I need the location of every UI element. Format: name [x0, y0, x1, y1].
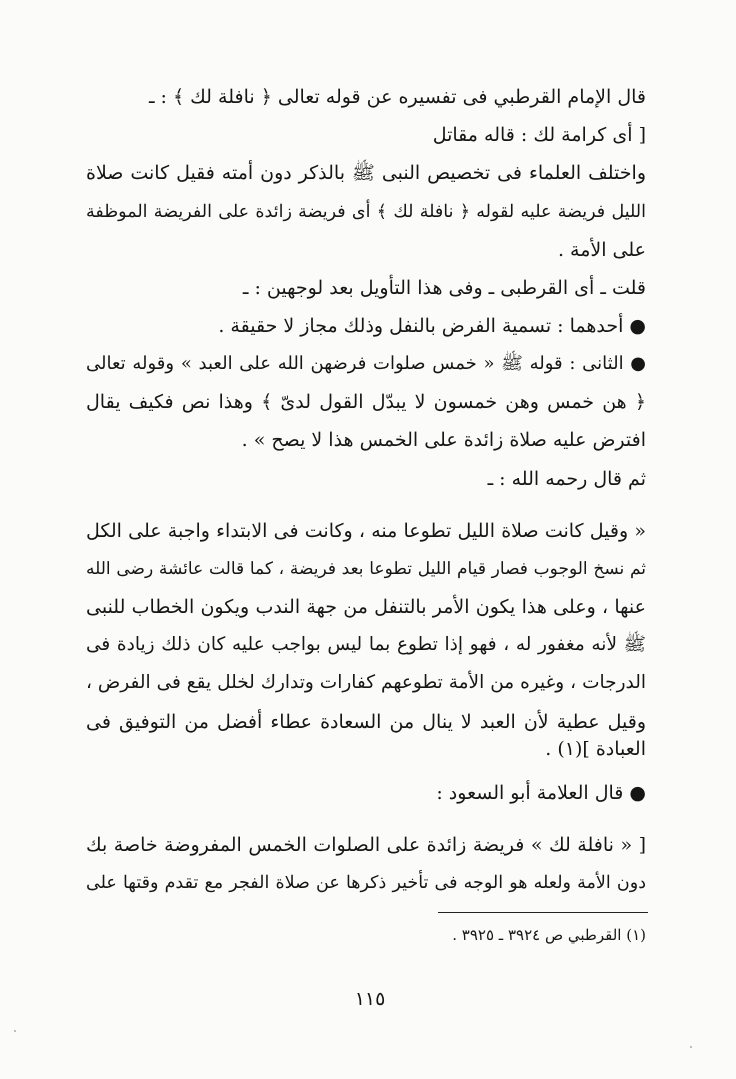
text-line-3: واختلف العلماء فى تخصيص النبى ﷺ بالذكر دون أمته فقيل كانت صلاة	[86, 162, 646, 184]
text-line-21: دون الأمة ولعله هو الوجه فى تأخير ذكرها عن صلاة الفجر مع تقدم وقتها على	[86, 873, 646, 893]
text-line-5: على الأمة .	[557, 239, 646, 261]
text-line-2: [ أى كرامة لك : قاله مقاتل	[432, 124, 646, 146]
text-line-12: « وقيل كانت صلاة الليل تطوعا منه ، وكانت فى الابتداء واجبة على الكل	[86, 520, 646, 542]
text-line-13: ثم نسخ الوجوب فصار قيام الليل تطوعا بعد فريضة ، كما قالت عائشة رضى الله	[86, 559, 646, 579]
text-line-4: الليل فريضة عليه لقوله ﴿ نافلة لك ﴾ أى فريضة زائدة على الفريضة الموظفة	[86, 202, 646, 222]
text-line-20: [ « نافلة لك » فريضة زائدة على الصلوات الخمس المفروضة خاصة بك	[86, 834, 646, 856]
footnote: (١) القرطبي ص ٣٩٢٤ ـ ٣٩٢٥ .	[452, 926, 646, 944]
text-line-6: قلت ـ أى القرطبى ـ وفى هذا التأويل بعد لوجهين : ـ	[242, 277, 646, 299]
text-line-9: ﴿ هن خمس وهن خمسون لا يبدّل القول لدىّ ﴾ وهذا نص فكيف يقال	[86, 391, 646, 413]
text-line-16: الدرجات ، وغيره من الأمة تطوعهم كفارات وتدارك لخلل يقع فى الفرض ،	[86, 672, 646, 693]
text-line-17: وقيل عطية لأن العبد لا ينال من السعادة عطاء أفضل من التوفيق فى	[86, 711, 646, 733]
bullet-line-3: ● قال العلامة أبو السعود :	[436, 782, 646, 804]
scan-speck	[14, 1030, 16, 1032]
page-number: ١١٥	[354, 988, 386, 1010]
text-line-14: عنها ، وعلى هذا يكون الأمر بالتنفل من جهة الندب ويكون الخطاب للنبى	[86, 596, 646, 618]
text-line-10: افترض عليه صلاة زائدة على الخمس هذا لا يصح » .	[241, 429, 646, 451]
text-line-1: قال الإمام القرطبي فى تفسيره عن قوله تعالى ﴿ نافلة لك ﴾ : ـ	[148, 86, 646, 108]
scan-speck	[690, 1046, 692, 1048]
bullet-line-2: ● الثانى : قوله ﷺ « خمس صلوات فرضهن الله على العبد » وقوله تعالى	[86, 353, 646, 374]
text-line-18: العبادة ](١) .	[545, 738, 646, 760]
text-line-11: ثم قال رحمه الله : ـ	[487, 468, 646, 490]
text-line-15: ﷺ لأنه مغفور له ، فهو إذا تطوع بما ليس بواجب عليه كان ذلك زيادة فى	[86, 634, 646, 655]
bullet-line-1: ● أحدهما : تسمية الفرض بالنفل وذلك مجاز لا حقيقة .	[218, 315, 646, 337]
footnote-separator	[438, 912, 648, 913]
